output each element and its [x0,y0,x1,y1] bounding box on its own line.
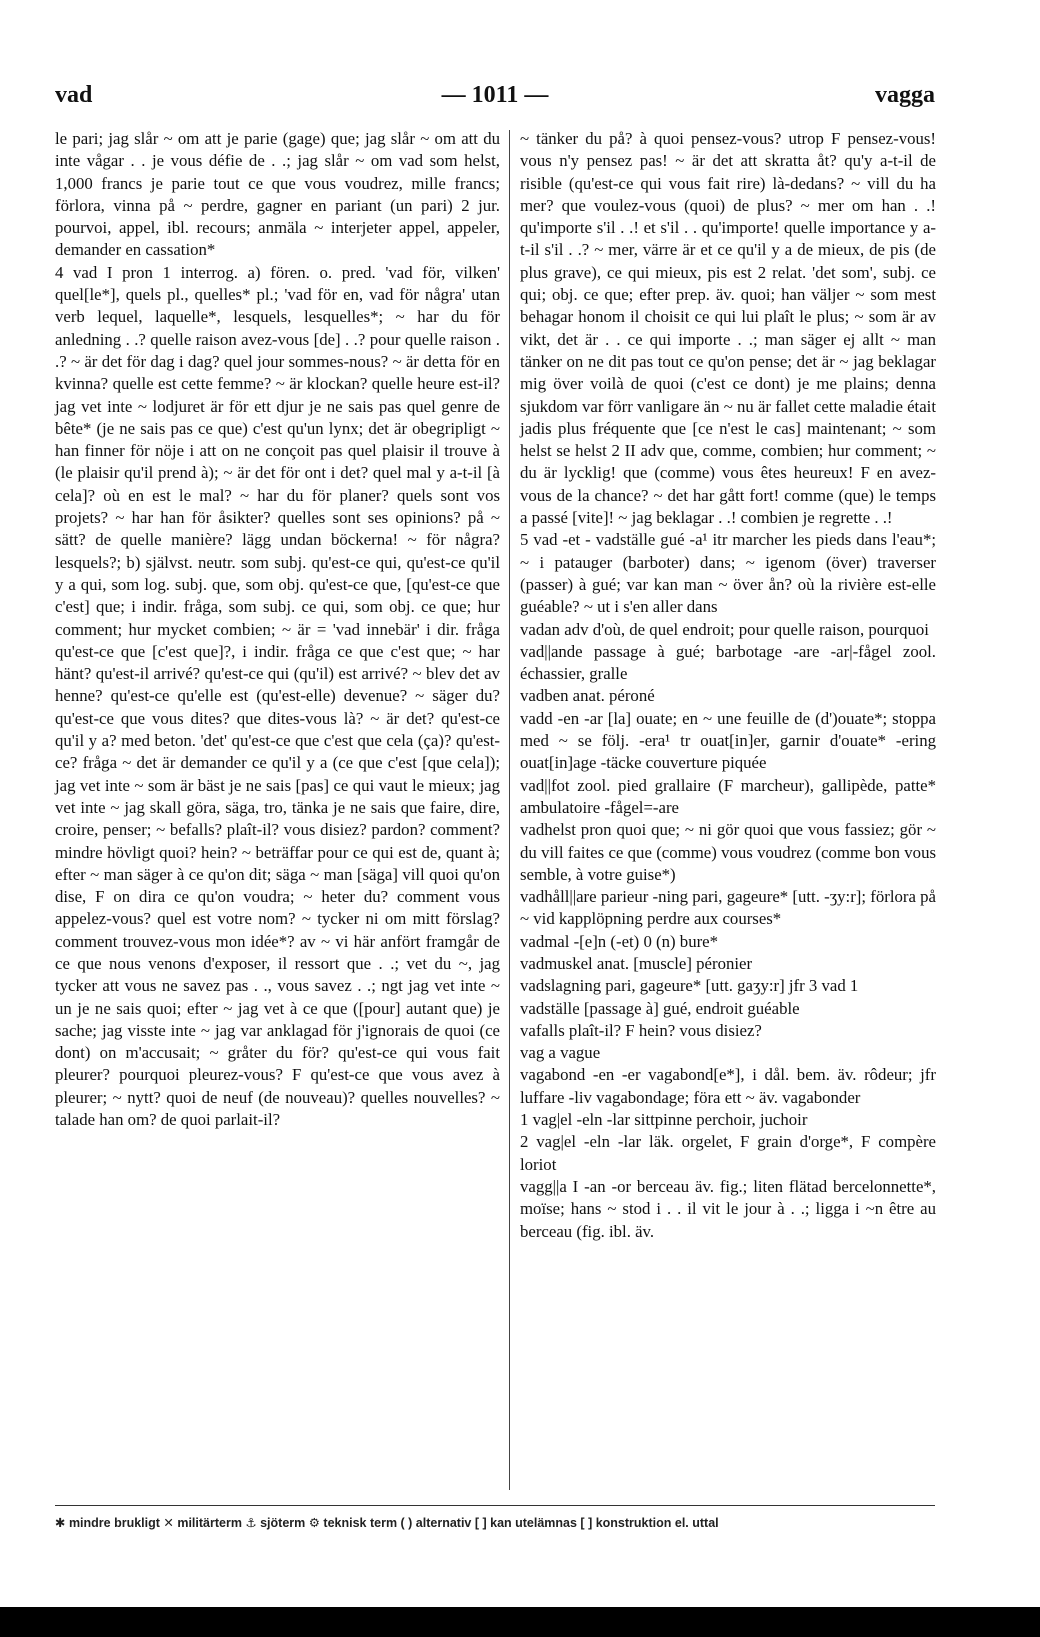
header-left-guideword: vad [55,82,93,108]
dictionary-entry: vadmuskel anat. [muscle] péronier [520,953,753,973]
dictionary-entry: vadställe [passage à] gué, endroit guéable [520,998,800,1018]
dictionary-entry: 2 vag|el -eln -lar läk. orgelet, F grain d'orge*, F compère loriot [520,1132,936,1174]
dictionary-entry: vadben anat. péroné [520,686,655,706]
dictionary-entry: 5 vad -et - vadställe gué -a¹ itr marcher les pieds dans l'eau*; ~ i patauger (barboter) dans; ~ igenom (över) traverser (passer) à gué; var kan man ~ över ån? où la rivière est-elle guéable? ~ ut i s'en aller dans [520,530,936,617]
dictionary-entry: vadmal -[e]n (-et) 0 (n) bure* [520,931,719,951]
header-right-guideword: vagga [875,82,935,108]
dictionary-entry: vadan adv d'où, de quel endroit; pour quelle raison, pourquoi [520,619,929,639]
right-column [520,128,936,1243]
dictionary-entry: vadhelst pron quoi que; ~ ni gör quoi que vous fassiez; gör ~ du vill faites ce que (comme) vous voudrez (comme bon vous semble, à votre guise*) [520,820,936,884]
footer-rule [55,1505,935,1506]
column-divider [509,130,510,1490]
dictionary-entry: vagabond -en -er vagabond[e*], i dål. bem. äv. rôdeur; jfr luffare -liv vagabondage; föra ett ~ äv. vagabonder [520,1065,936,1107]
page-header [55,82,935,118]
dictionary-entry: 1 vag|el -eln -lar sittpinne perchoir, juchoir [520,1110,808,1130]
scan-edge-bar [0,1607,1040,1637]
symbol-legend: ✱ mindre brukligt ✕ militärterm ⚓ sjöterm ⚙ teknisk term ( ) alternativ [ ] kan utelämnas [ ] konstruktion el. uttal [55,1516,719,1530]
left-column [55,128,500,1131]
dictionary-entry: vag a vague [520,1043,601,1063]
page-number: — 1011 — [441,82,549,108]
dictionary-entry: vadd -en -ar [la] ouate; en ~ une feuille de (d')ouate*; stoppa med ~ se följ. -era¹ tr ouat[in]er, garnir d'ouate* -ering ouat[in]age -täcke couverture piquée [520,708,936,773]
dictionary-entry: vafalls plaît-il? F hein? vous disiez? [520,1020,762,1040]
dictionary-entry: vadslagning pari, gageure* [utt. gaʒy:r] jfr 3 vad 1 [520,976,859,996]
dictionary-entry: le pari; jag slår ~ om att je parie (gage) que; jag slår ~ om att du inte vågar . . je vous défie de . .; jag slår ~ om vad som helst, 1,000 francs je parie tout ce que vous voudrez, mille francs; förlora, vinna på ~ perdre, gagner en pariant (un pari) 2 jur. pourvoi, appel, ibl. recours; anmäla ~ interjeter appel, appeler, demander en cassation* [55,129,500,260]
dictionary-entry: ~ tänker du på? à quoi pensez-vous? utrop F pensez-vous! vous n'y pensez pas! ~ är det att skratta åt? qu'y a-t-il de risible (qu'est-ce qui vous fait rire) là-dedans? ~ vill du ha mer? que voulez-vous (quoi) de plus? ~ mer om han . .! qu'importe s'il . .! et s'il . . qu'importe! quelle importance y a-t-il s'il . .? ~ mer, värre är et ce qu'il y a de mieux, de pis (de plus grave), ce qui mieux, pis est 2 relat. 'det som', subj. ce qui; obj. ce que; efter prep. äv. quoi; han väljer ~ som mest behagar honom il choisit ce qui lui plaît le plus; ~ som är av vikt, det är . . ce qui importe . .; man säger ej allt ~ man tänker on ne dit pas tout ce qu'on pense; det är ~ jag beklagar mig över voilà de quoi (c'est ce dont) je me plains; denna sjukdom var förr vanligare än ~ nu är fallet cette maladie était jadis plus fréquente que [ce n'est le cas] maintenant; ~ som helst se helst 2 II adv que, comme, combien; hur comment; ~ du är lycklig! que (comme) vous êtes heureux! F en avez-vous de la chance? ~ det har gått fort! comme (que) le temps a passé [vite]! ~ jag beklagar . .! combien je regrette . .! [520,129,936,528]
dictionary-entry: vadhåll||are parieur -ning pari, gageure* [utt. -ʒy:r]; förlora på ~ vid kapplöpning perdre aux courses* [520,887,936,929]
dictionary-entry: 4 vad I pron 1 interrog. a) fören. o. pred. 'vad för, vilken' quel[le*], quels pl., quelles* pl.; 'vad för en, vad för några' utan verb lequel, laquelle*, lesquels, lesquelles*; ~ har du för anledning . .? quelle raison avez-vous [de] . .? pour quelle raison . .? ~ är det för dag i dag? quel jour sommes-nous? ~ är detta för en kvinna? quelle est cette femme? ~ är klockan? quelle heure est-il? jag vet inte ~ lodjuret är för ett djur je ne sais pas quel genre de bête* (je ne sais pas ce que) c'est qu'un lynx; det är obegripligt ~ han finner för nöje i att on ne conçoit pas quel plaisir il trouve à (le plaisir qu'il prend à); ~ är det för ont i det? quel mal y a-t-il [à cela]? où en est le mal? ~ har du för planer? quels sont vos projets? ~ har han för åsikter? quelles sont ses opinions? på ~ sätt? de quelle manière? lägg undan böckerna! ~ för några? lesquels?; b) självst. neutr. som subj. qu'est-ce qui, qu'est-ce qu'il y a qui, som log. subj. que, som obj. qu'est-ce que, [qu'est-ce que c'est] que; i indir. fråga, som subj. ce qui, som obj. ce que; hur comment; hur mycket combien; ~ är = 'vad innebär' i dir. fråga qu'est-ce que [c'est que]?, i indir. fråga ce que c'est que; ~ har hänt? qu'est-il arrivé? qu'est-ce qui (qu'il) est arrivé? ~ blev det av henne? qu'est-ce qu'elle est (qu'est-elle) devenue? ~ säger du? qu'est-ce que vous dites? que dites-vous là? ~ är det? qu'est-ce qu'il y a? med beton. 'det' qu'est-ce que c'est que cela (ça)? qu'est-ce? fråga ~ det är demander ce qu'il y a (ce que c'est [que cela]); jag vet inte ~ som är bäst je ne sais [pas] ce qui vaut le mieux; jag vet inte ~ jag skall göra, säga, tro, tänka je ne sais que faire, dire, croire, penser; ~ befalls? plaît-il? vous disiez? pardon? comment? mindre hövligt quoi? hein? ~ beträffar pour ce qui est de, quant à; efter ~ man säger à ce qu'on dit; säga ~ man [säga] vill quoi qu'on dise, F on dira ce qu'on voudra; ~ heter du? comment vous appelez-vous? quel est votre nom? ~ tycker ni om mitt förslag? comment trouvez-vous mon idée*? av ~ vi här anfört framgår de ce que nous venons d'exposer, il ressort que . .; vet du ~, jag tycker att vous ne savez pas . ., vous savez . .; ngt jag vet inte ~ un je ne sais quoi; efter ~ jag vet à ce que ([pour] autant que) je sache; jag visste inte ~ jag var anklagad för j'ignorais de quoi (ce dont) on m'accusait; ~ gråter du för? qu'est-ce qui vous fait pleurer? pourquoi pleurez-vous? F qu'est-ce que vous avez à pleurer; ~ nytt? quoi de neuf (de nouveau)? quelles nouvelles? ~ talade han om? de quoi parlait-il? [55,262,500,1130]
dictionary-entry: vad||fot zool. pied grallaire (F marcheur), gallipède, patte* ambulatoire -fågel=-are [520,775,936,817]
dictionary-entry: vagg||a I -an -or berceau äv. fig.; liten flätad bercelonnette*, moïse; hans ~ stod i . . il vit le jour à . .; ligga i ~n être au berceau (fig. ibl. äv. [520,1176,936,1241]
dictionary-entry: vad||ande passage à gué; barbotage -are -ar|-fågel zool. échassier, gralle [520,641,936,684]
